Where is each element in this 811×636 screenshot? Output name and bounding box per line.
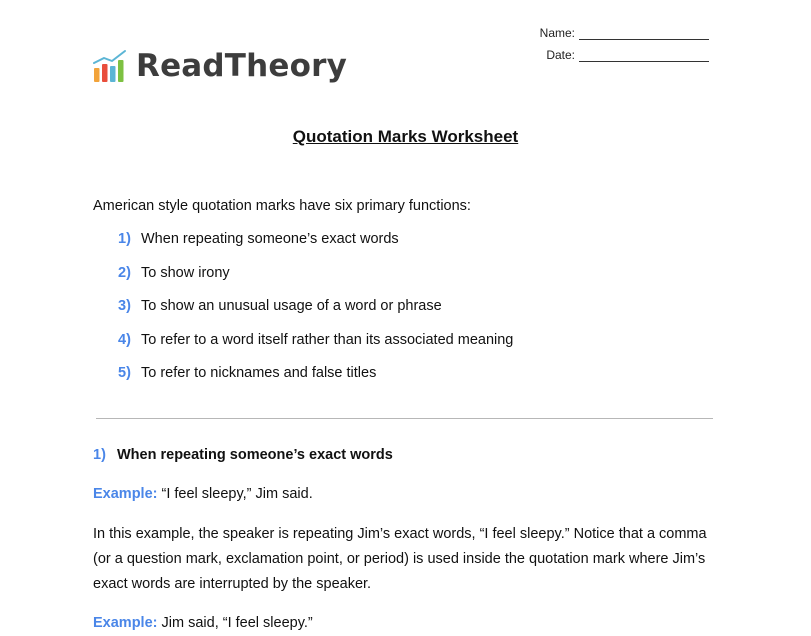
section-title: When repeating someone’s exact words (117, 447, 393, 463)
list-item-number: 2) (118, 264, 131, 281)
list-item-number: 3) (118, 298, 131, 314)
bar-chart-logo-icon (92, 49, 128, 83)
name-field[interactable] (579, 27, 709, 40)
list-item-text: To refer to a word itself rather than its associated meaning (141, 331, 514, 348)
list-item (118, 330, 713, 364)
list-item-text: To refer to nicknames and false titles (141, 365, 377, 381)
date-label: Date: (546, 48, 575, 62)
worksheet-title: Quotation Marks Worksheet (292, 127, 519, 146)
example-text: “I feel sleepy,” Jim said. (157, 486, 313, 502)
functions-overview (93, 196, 713, 397)
functions-list (93, 229, 713, 397)
list-item-number: 1) (118, 231, 131, 247)
list-item-number: 5) (118, 365, 131, 381)
section-divider (96, 418, 713, 419)
list-item-number: 4) (118, 331, 131, 348)
intro-text: American style quotation marks have six primary functions: (93, 198, 471, 214)
example-1 (93, 484, 713, 504)
example-label: Example: (93, 486, 158, 502)
section-number: 1) (93, 447, 106, 463)
section-heading (93, 445, 713, 465)
list-item-text: To show irony (141, 264, 230, 281)
list-item (118, 229, 713, 263)
readtheory-logo (92, 48, 347, 84)
date-field[interactable] (579, 49, 709, 62)
example-text: Jim said, “I feel sleepy.” (157, 615, 313, 631)
date-field-row (540, 40, 709, 62)
explanation-paragraph: In this example, the speaker is repeating Jim’s exact words, “I feel sleepy.” Notice that a comma (or a question mark, exclamation point, or period) is used inside the quotation mark where Jim’s exact words are interrupted by the speaker. (93, 526, 707, 592)
name-label: Name: (539, 26, 575, 40)
list-item (118, 296, 713, 330)
example-2 (93, 613, 713, 633)
student-fields (540, 18, 709, 62)
section-exact-words (93, 445, 713, 633)
logo-wordmark: ReadTheory (136, 48, 348, 84)
example-label: Example: (93, 615, 158, 631)
list-item (118, 363, 713, 397)
name-field-row (540, 18, 709, 40)
list-item-text: When repeating someone’s exact words (141, 231, 399, 247)
list-item-text: To show an unusual usage of a word or phrase (141, 298, 442, 314)
list-item (118, 263, 713, 297)
